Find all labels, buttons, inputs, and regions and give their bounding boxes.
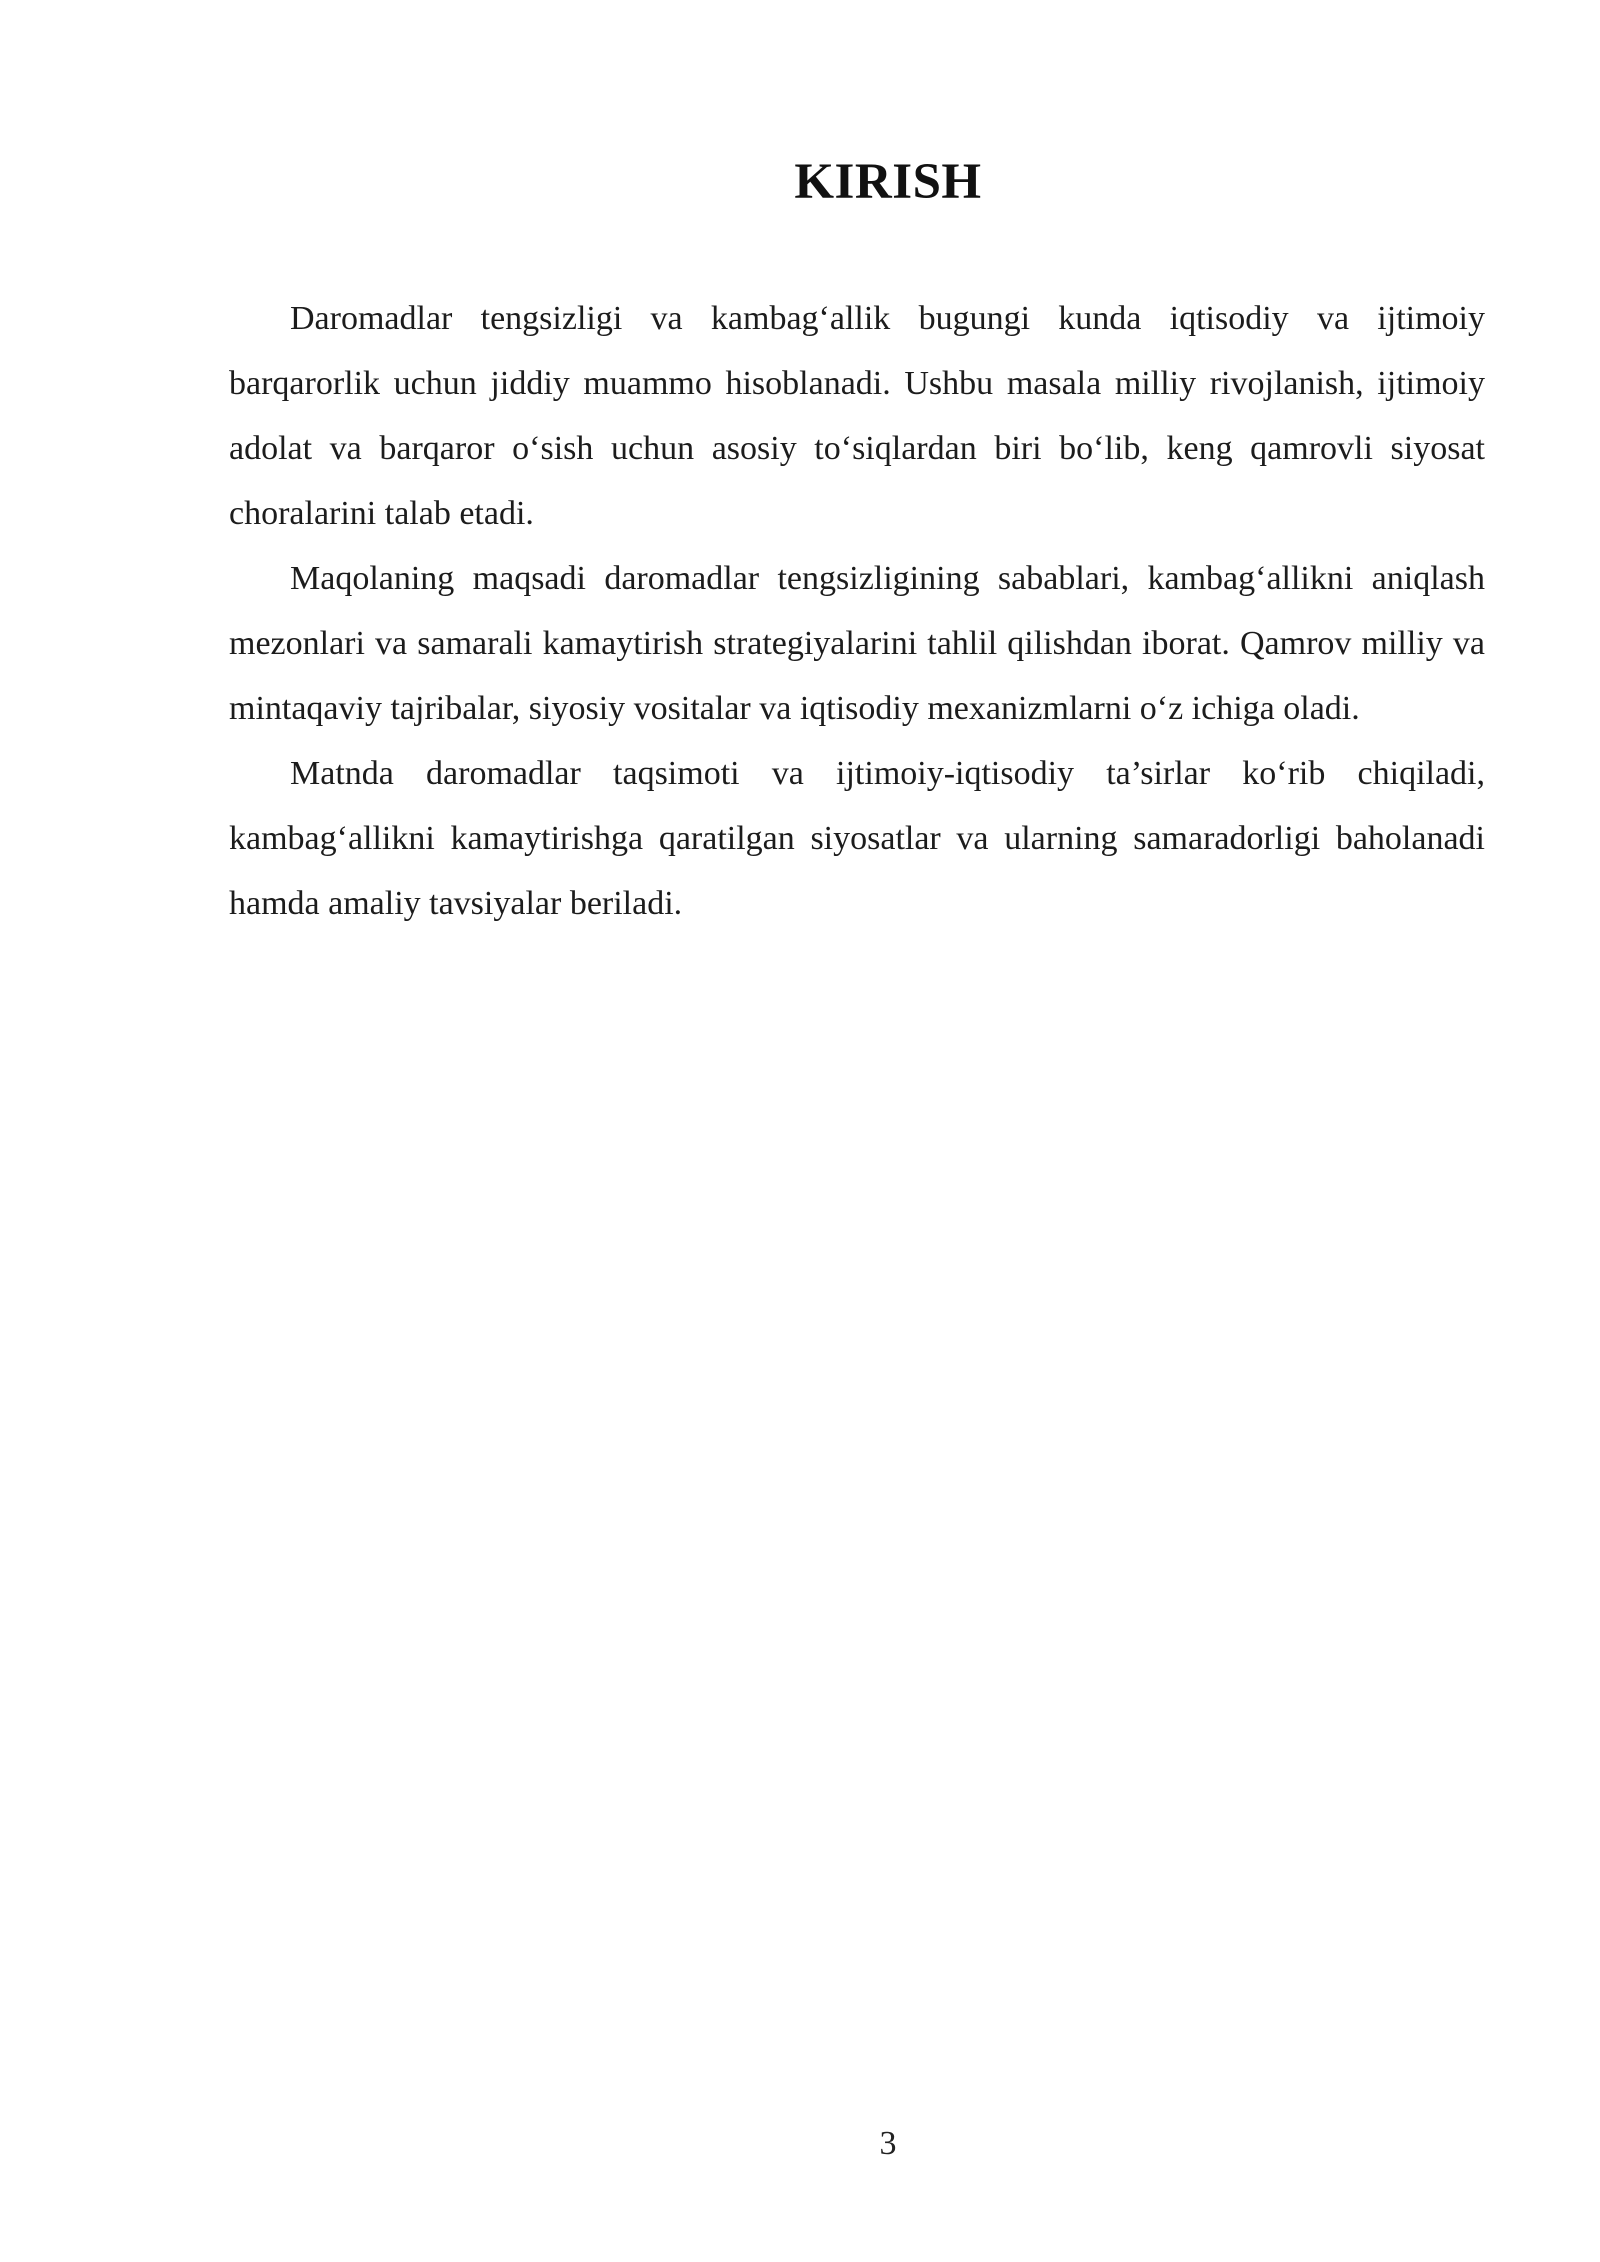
paragraph: Matnda daromadlar taqsimoti va ijtimoiy-iqtisodiy ta’sirlar ko‘rib chiqiladi, kambag‘allikni kamaytirishga qaratilgan siyosatlar va ularning samaradorligi baholanadi hamda amaliy tavsiyalar beriladi. <box>229 755 1485 922</box>
paragraph: Maqolaning maqsadi daromadlar tengsizligining sabablari, kambag‘allikni aniqlash mezonlari va samarali kamaytirish strategiyalarini tahlil qilishdan iborat. Qamrov milliy va mintaqaviy tajribalar, siyosiy vositalar va iqtisodiy mexanizmlarni o‘z ichiga oladi. <box>229 560 1485 727</box>
paragraph: Daromadlar tengsizligi va kambag‘allik bugungi kunda iqtisodiy va ijtimoiy barqarorlik uchun jiddiy muammo hisoblanadi. Ushbu masala milliy rivojlanish, ijtimoiy adolat va barqaror o‘sish uchun asosiy to‘siqlardan biri bo‘lib, keng qamrovli siyosat choralarini talab etadi. <box>229 300 1485 532</box>
body-text <box>229 286 1485 936</box>
page-number: 3 <box>879 2125 897 2162</box>
section-heading: KIRISH <box>794 154 982 210</box>
